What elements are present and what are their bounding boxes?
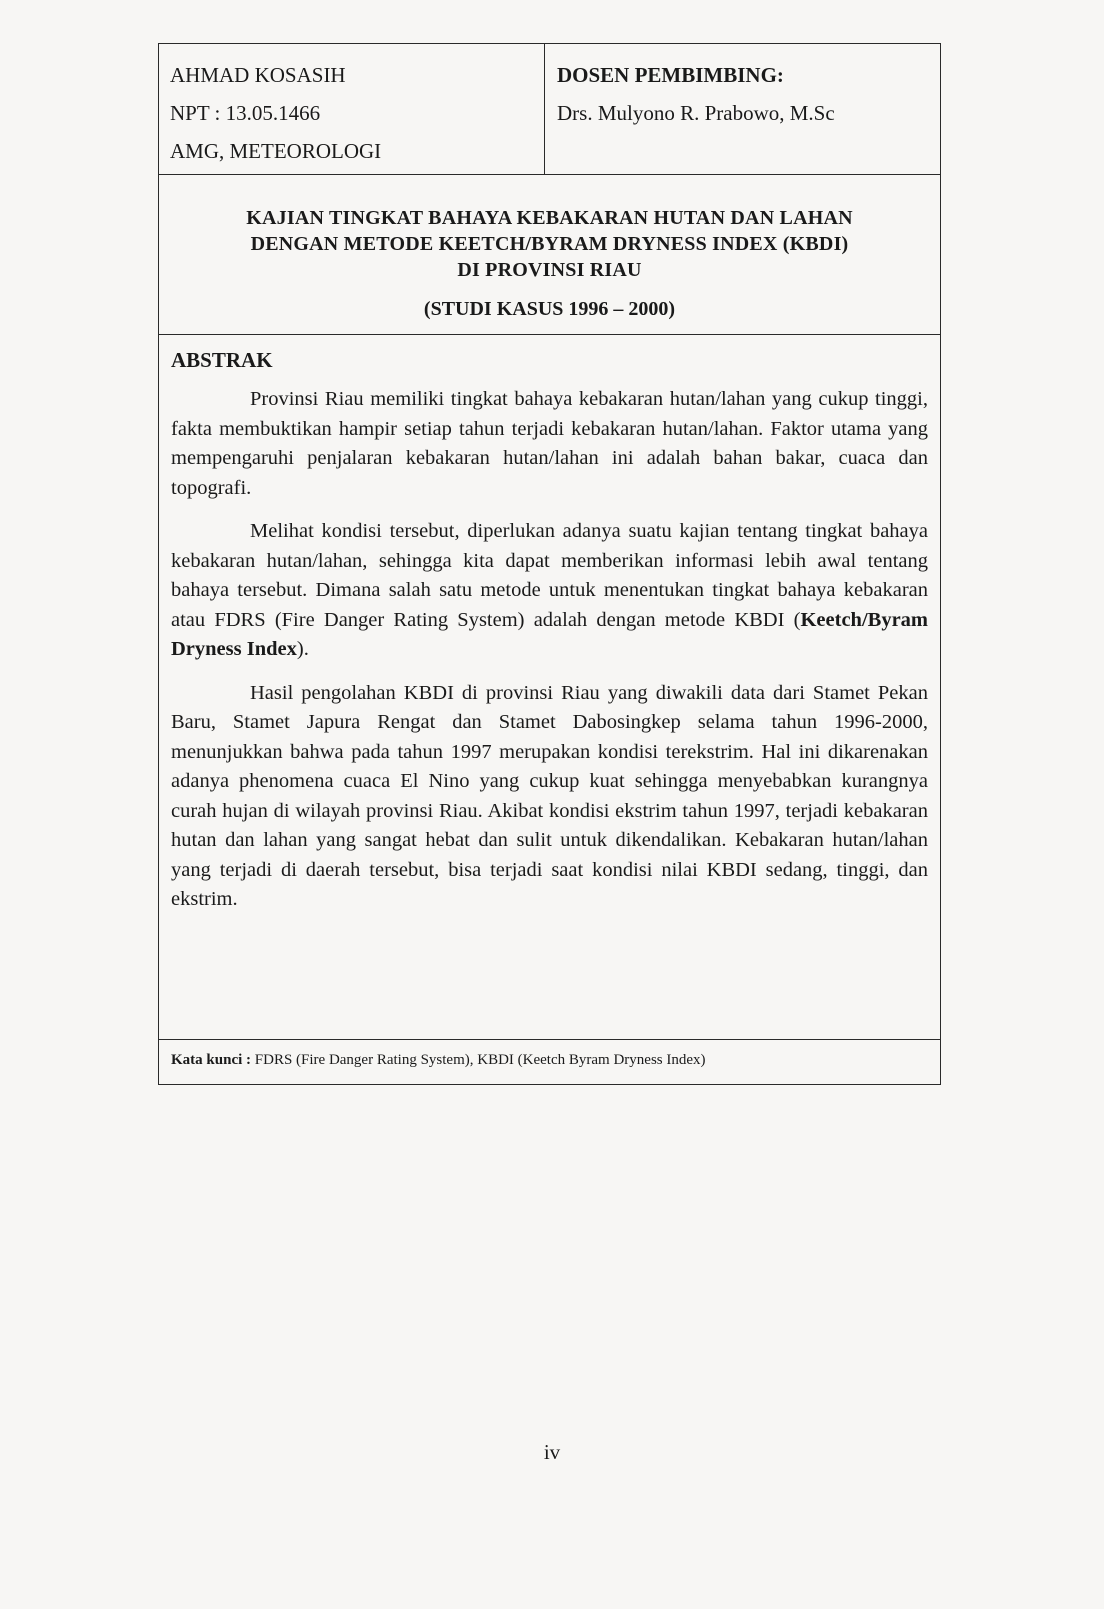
author-info: [159, 44, 545, 174]
supervisor-name: Drs. Mulyono R. Prabowo, M.Sc: [557, 101, 835, 125]
supervisor-info: [545, 44, 940, 174]
study-program: AMG, METEOROLOGI: [170, 139, 382, 163]
abstract-paragraph-3: Hasil pengolahan KBDI di provinsi Riau yang diwakili data dari Stamet Pekan Baru, Stamet Japura Rengat dan Stamet Dabosingkep selama tahun 1996-2000, menunjukkan bahwa pada tahun 1997 merupakan kondisi terekstrim. Hal ini dikarenakan adanya phenomena cuaca El Nino yang cukup kuat sehingga menyebabkan kurangnya curah hujan di wilayah provinsi Riau. Akibat kondisi ekstrim tahun 1997, terjadi kebakaran hutan dan lahan yang sangat hebat dan sulit untuk dikendalikan. Kebakaran hutan/lahan yang terjadi di daerah tersebut, bisa terjadi saat kondisi nilai KBDI sedang, tinggi, dan ekstrim.: [171, 681, 928, 910]
keywords-label: Kata kunci :: [171, 1052, 252, 1068]
title-line-1: KAJIAN TINGKAT BAHAYA KEBAKARAN HUTAN DAN LAHAN: [246, 207, 853, 229]
abstract-frame: [158, 43, 941, 1085]
keywords-row: [159, 1040, 940, 1084]
kbdi-full-name: Keetch/Byram Dryness Index: [171, 608, 928, 660]
abstract-paragraph-1: Provinsi Riau memiliki tingkat bahaya kebakaran hutan/lahan yang cukup tinggi, fakta membuktikan hampir setiap tahun terjadi kebakaran hutan/lahan. Faktor utama yang mempengaruhi penjalaran kebakaran hutan/lahan ini adalah bahan bakar, cuaca dan topografi.: [171, 388, 928, 499]
abstract-section: [159, 335, 940, 1040]
keywords-value: FDRS (Fire Danger Rating System), KBDI (Keetch Byram Dryness Index): [251, 1052, 706, 1068]
header-row: [159, 44, 940, 175]
title-line-3: DI PROVINSI RIAU: [457, 259, 642, 281]
abstract-paragraph-2-text: Melihat kondisi tersebut, diperlukan adanya suatu kajian tentang tingkat bahaya kebakaran hutan/lahan, sehingga kita dapat memberikan informasi lebih awal tentang bahaya tersebut. Dimana salah satu metode untuk menentukan tingkat bahaya kebakaran atau FDRS (Fire Danger Rating System) adalah dengan metode KBDI (: [171, 520, 928, 631]
student-number: NPT : 13.05.1466: [170, 101, 321, 125]
abstract-paragraph-2-end: ).: [296, 638, 309, 660]
abstract-heading: ABSTRAK: [171, 348, 273, 372]
page-number: iv: [543, 1440, 561, 1464]
title-line-2: DENGAN METODE KEETCH/BYRAM DRYNESS INDEX (KBDI): [250, 233, 849, 255]
case-study-subtitle: (STUDI KASUS 1996 – 2000): [423, 298, 676, 320]
title-block: [159, 175, 940, 335]
supervisor-label: DOSEN PEMBIMBING:: [557, 63, 784, 87]
author-name: AHMAD KOSASIH: [170, 63, 346, 87]
abstract-paragraph-2: [171, 517, 928, 665]
